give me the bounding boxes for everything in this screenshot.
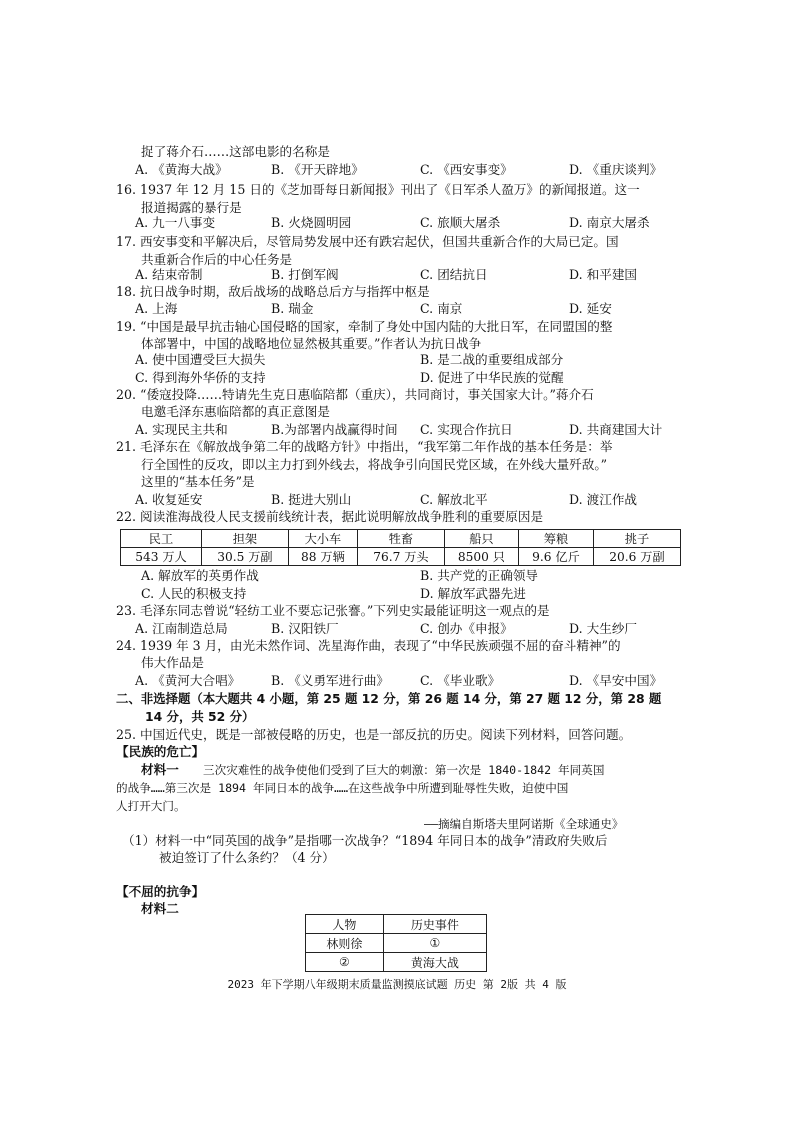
section-subheading-crisis: 【民族的危亡】	[116, 744, 205, 759]
question-18-line1: 18. 抗日战争时期，敌后战场的战略总后方与指挥中枢是	[116, 284, 430, 299]
q18-option-b: B. 瑞金	[271, 301, 314, 316]
section-subheading-resistance: 【不屈的抗争】	[116, 884, 205, 899]
question-21-line1: 21. 毛泽东在《解放战争第二年的战略方针》中指出，“我军第二年作战的基本任务是：举	[116, 439, 613, 454]
table-cell: 9.6 亿斤	[518, 548, 593, 566]
q24-option-b: B. 《义勇军进行曲》	[271, 673, 390, 688]
q23-option-b: B. 汉阳铁厂	[271, 621, 339, 636]
table-row	[306, 953, 487, 972]
q22-option-b: B. 共产党的正确领导	[420, 568, 539, 583]
q17-option-b: B. 打倒军阀	[271, 267, 339, 282]
q22-option-d: D. 解放军武器先进	[420, 586, 526, 601]
q19-option-b: B. 是二战的重要组成部分	[420, 352, 564, 367]
q15-option-d: D. 《重庆谈判》	[569, 162, 663, 177]
table-cell: 黄海大战	[383, 953, 486, 972]
table-cell: 林则徐	[306, 934, 384, 953]
table-cell: 76.7 万头	[357, 548, 444, 566]
q18-option-d: D. 延安	[569, 301, 612, 316]
table-header-cell: 牲畜	[357, 530, 444, 548]
table-cell: ②	[306, 953, 384, 972]
table-row	[121, 548, 681, 566]
table-cell: ①	[383, 934, 486, 953]
question-21-line2: 行全国性的反攻，即以主力打到外线去，将战争引向国民党区域，在外线大量歼敌。”	[141, 457, 608, 472]
q17-option-c: C. 团结抗日	[420, 267, 488, 282]
question-21-line3: 这里的“基本任务”是	[141, 474, 255, 489]
material-1-line3: 人打开大门。	[116, 799, 186, 813]
q23-option-d: D. 大生纱厂	[569, 621, 638, 636]
q21-option-b: B. 挺进大别山	[271, 492, 352, 507]
question-15-text: 捉了蒋介石……这部电影的名称是	[141, 144, 330, 159]
q19-option-c: C. 得到海外华侨的支持	[135, 370, 266, 385]
section-heading: 二、非选择题（本大题共 4 小题，第 25 题 12 分，第 26 题 14 分，第 27 题 12 分，第 28 题	[116, 691, 662, 706]
section-heading-cont: 14 分，共 52 分）	[145, 709, 255, 724]
question-19-line1: 19. “中国是最早抗击轴心国侵略的国家，牵制了身处中国内陆的大批日军，在同盟国的整	[116, 319, 613, 334]
q15-option-c: C. 《西安事变》	[420, 162, 513, 177]
q15-option-b: B. 《开天辟地》	[271, 162, 364, 177]
q24-option-d: D. 《早安中国》	[569, 673, 663, 688]
q22-option-a: A. 解放军的英勇作战	[141, 568, 259, 583]
q17-option-d: D. 和平建国	[569, 267, 638, 282]
q16-option-a: A. 九一八事变	[135, 215, 216, 230]
page-footer: 2023 年下学期八年级期末质量监测摸底试题 历史 第 2版 共 4 版	[227, 978, 567, 991]
table-cell: 30.5 万副	[201, 548, 288, 566]
material-1-source: ——摘编自斯塔夫里阿诺斯《全球通史》	[424, 817, 624, 831]
q18-option-c: C. 南京	[420, 301, 463, 316]
question-24-line1: 24. 1939 年 3 月，由光未然作词、冼星海作曲，表现了“中华民族顽强不屈的奋斗精神”的	[116, 638, 621, 653]
support-statistics-table	[120, 529, 681, 566]
q20-option-b: B.为部署内战赢得时间	[271, 422, 398, 437]
table-header-cell: 挑子	[593, 530, 680, 548]
table-row	[306, 934, 487, 953]
question-25-intro: 25. 中国近代史，既是一部被侵略的历史，也是一部反抗的历史。阅读下列材料，回答问题。	[116, 727, 632, 742]
table-header-cell: 大小车	[288, 530, 357, 548]
subquestion-1-line2: 被迫签订了什么条约？（4 分）	[159, 850, 335, 865]
question-24-line2: 伟大作品是	[141, 655, 204, 670]
q15-option-a: A. 《黄海大战》	[135, 162, 228, 177]
q24-option-a: A. 《黄河大合唱》	[135, 673, 241, 688]
material-1-line2: 的战争……第三次是 1894 年同日本的战争……在这些战争中所遭到耻辱性失败，迫使中国	[116, 781, 569, 795]
question-23-line1: 23. 毛泽东同志曾说“轻纺工业不要忘记张謇。”下列史实最能证明这一观点的是	[116, 603, 550, 618]
q20-option-a: A. 实现民主共和	[135, 422, 228, 437]
table-header-cell: 民工	[121, 530, 202, 548]
table-cell: 543 万人	[121, 548, 202, 566]
table-header-cell: 船只	[444, 530, 518, 548]
material-1-line1: 三次灾难性的战争使他们受到了巨大的刺激：第一次是 1840-1842 年同英国	[203, 763, 605, 777]
q21-option-d: D. 渡江作战	[569, 492, 638, 507]
question-20-line1: 20. “倭寇投降……特请先生克日惠临陪都（重庆），共同商讨，事关国家大计。”蒋介石	[116, 387, 594, 402]
material-1-label: 材料一	[141, 762, 179, 777]
history-events-table	[305, 914, 487, 972]
table-header-row	[306, 915, 487, 934]
table-cell: 8500 只	[444, 548, 518, 566]
q23-option-c: C. 创办《申报》	[420, 621, 513, 636]
question-16-line2: 报道揭露的暴行是	[141, 200, 242, 215]
question-16-line1: 16. 1937 年 12 月 15 日的《芝加哥每日新闻报》刊出了《日军杀人盈万》的新闻报道。这一	[116, 182, 640, 197]
q17-option-a: A. 结束帝制	[135, 267, 203, 282]
question-20-line2: 电邀毛泽东惠临陪都的真正意图是	[141, 404, 330, 419]
question-22-line1: 22. 阅读淮海战役人民支援前线统计表，据此说明解放战争胜利的重要原因是	[116, 509, 544, 524]
question-19-line2: 体部署中，中国的战略地位显然极其重要。”作者认为抗日战争	[141, 336, 482, 351]
q20-option-c: C. 实现合作抗日	[420, 422, 513, 437]
table-cell: 20.6 万副	[593, 548, 680, 566]
table-cell: 88 万辆	[288, 548, 357, 566]
q19-option-d: D. 促进了中华民族的觉醒	[420, 370, 564, 385]
q16-option-c: C. 旅顺大屠杀	[420, 215, 501, 230]
q23-option-a: A. 江南制造总局	[135, 621, 228, 636]
table-header-row	[121, 530, 681, 548]
table-header-cell: 历史事件	[383, 915, 486, 934]
material-2-label: 材料二	[141, 901, 179, 916]
q19-option-a: A. 使中国遭受巨大损失	[135, 352, 266, 367]
question-17-line2: 共重新合作后的中心任务是	[141, 252, 293, 267]
q21-option-a: A. 收复延安	[135, 492, 203, 507]
q16-option-d: D. 南京大屠杀	[569, 215, 650, 230]
table-header-cell: 担架	[201, 530, 288, 548]
q18-option-a: A. 上海	[135, 301, 178, 316]
q16-option-b: B. 火烧圆明园	[271, 215, 352, 230]
table-header-cell: 筹粮	[518, 530, 593, 548]
subquestion-1-line1: （1）材料一中“同英国的战争”是指哪一次战争？“1894 年同日本的战争”清政府失败后	[122, 833, 608, 848]
q20-option-d: D. 共商建国大计	[569, 422, 663, 437]
question-17-line1: 17. 西安事变和平解决后，尽管局势发展中还有跌宕起伏，但国共重新合作的大局已定。国	[116, 234, 619, 249]
table-header-cell: 人物	[306, 915, 384, 934]
q21-option-c: C. 解放北平	[420, 492, 488, 507]
q24-option-c: C. 《毕业歌》	[420, 673, 501, 688]
q22-option-c: C. 人民的积极支持	[141, 586, 247, 601]
